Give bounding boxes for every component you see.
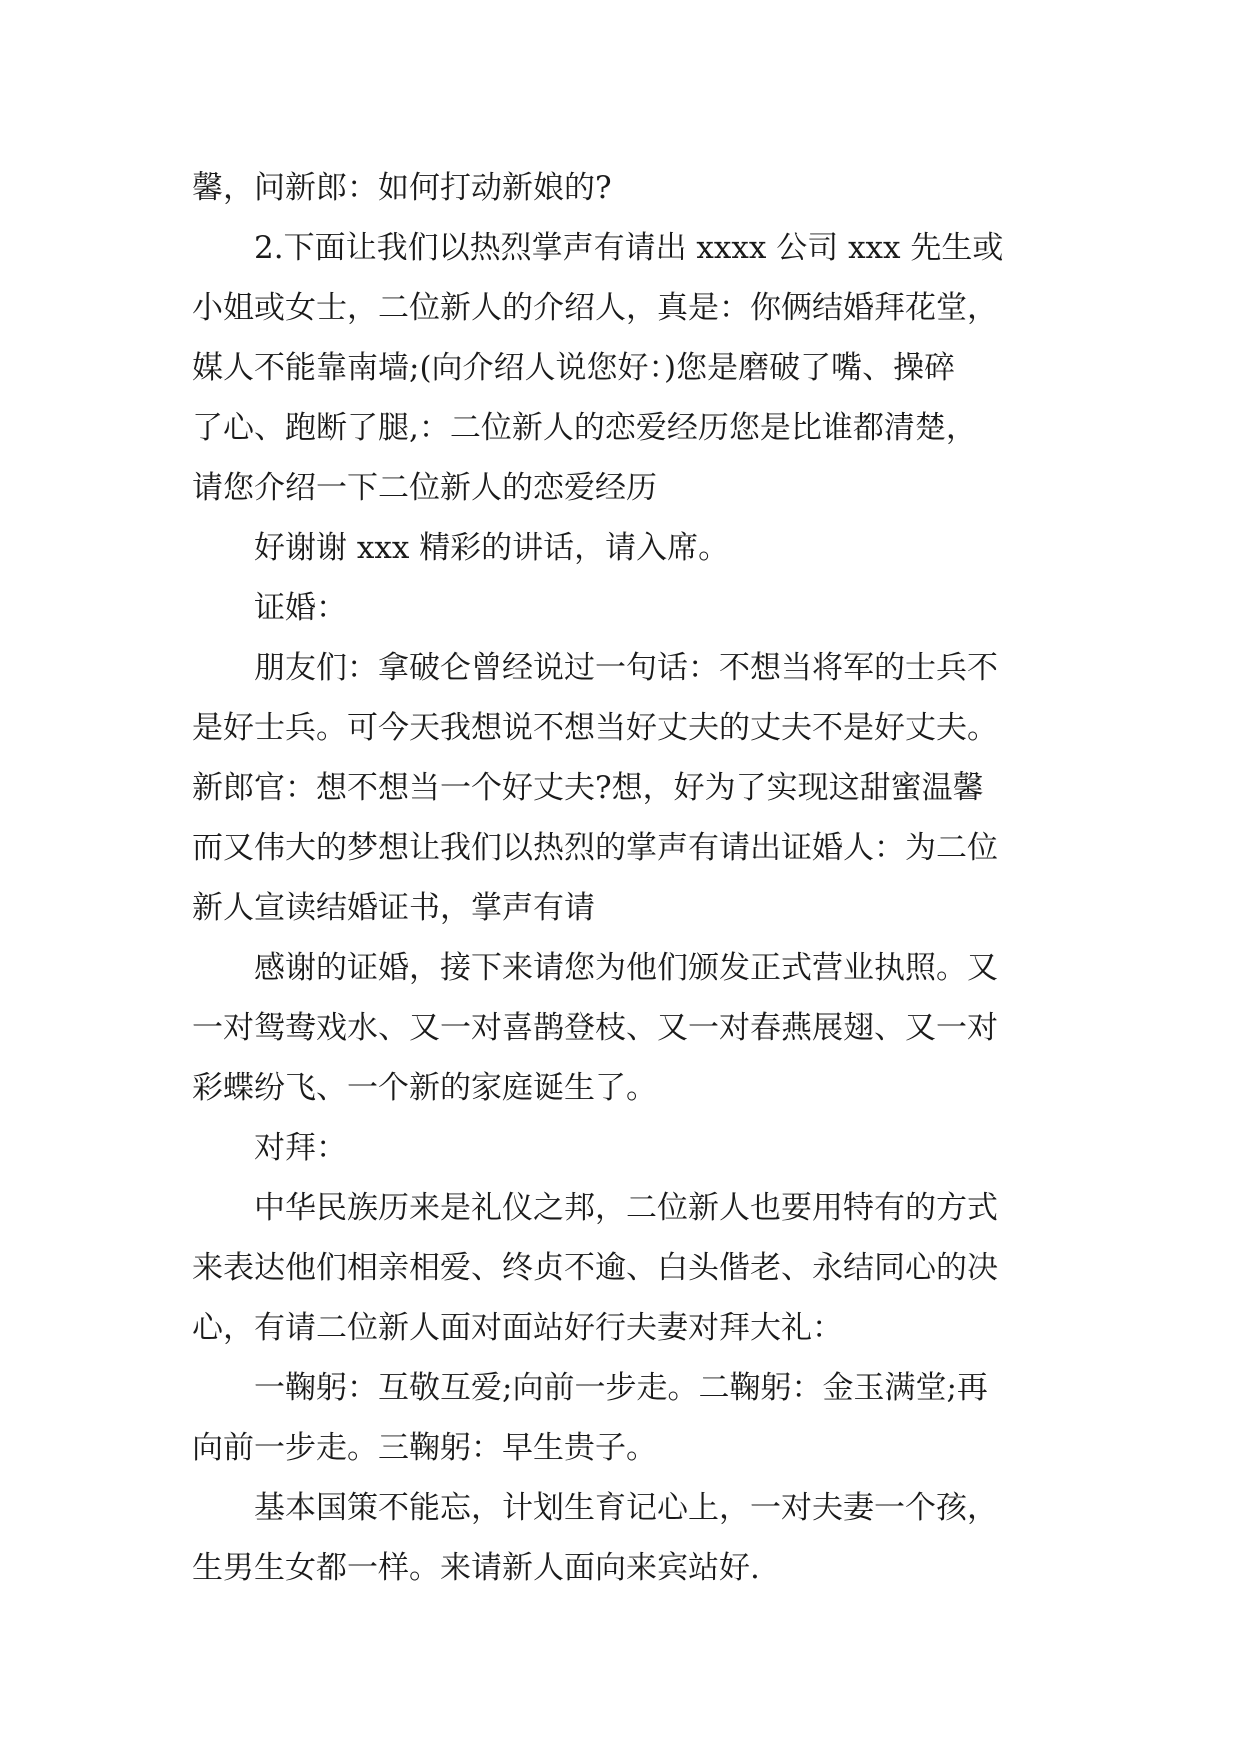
section-heading: 对拜： xyxy=(254,1130,347,1166)
text-line: 向前一步走。三鞠躬：早生贵子。 xyxy=(192,1430,657,1466)
text-line: 新郎官：想不想当一个好丈夫?想，好为了实现这甜蜜温馨 xyxy=(192,770,984,806)
paragraph-start-line: 朋友们：拿破仑曾经说过一句话：不想当将军的士兵不 xyxy=(254,650,998,686)
text-line: 是好士兵。可今天我想说不想当好丈夫的丈夫不是好丈夫。 xyxy=(192,710,998,746)
text-line: 新人宣读结婚证书，掌声有请 xyxy=(192,890,595,926)
text-line: 心，有请二位新人面对面站好行夫妻对拜大礼： xyxy=(192,1310,843,1346)
document-body xyxy=(192,158,1072,1598)
text-line: 来表达他们相亲相爱、终贞不逾、白头偕老、永结同心的决 xyxy=(192,1250,998,1286)
text-line: 媒人不能靠南墙;(向介绍人说您好：)您是磨破了嘴、操碎 xyxy=(192,350,956,386)
text-line: 彩蝶纷飞、一个新的家庭诞生了。 xyxy=(192,1070,657,1106)
text-line: 小姐或女士，二位新人的介绍人，真是：你俩结婚拜花堂， xyxy=(192,290,998,326)
text-line: 请您介绍一下二位新人的恋爱经历 xyxy=(192,470,657,506)
text-line: 生男生女都一样。来请新人面向来宾站好. xyxy=(192,1550,760,1586)
paragraph-start-line: 一鞠躬：互敬互爱;向前一步走。二鞠躬：金玉满堂;再 xyxy=(254,1370,988,1406)
text-line: 了心、跑断了腿,：二位新人的恋爱经历您是比谁都清楚， xyxy=(192,410,977,446)
section-heading: 证婚： xyxy=(254,590,347,626)
paragraph-start-line: 中华民族历来是礼仪之邦，二位新人也要用特有的方式 xyxy=(254,1190,998,1226)
paragraph-start-line: 2.下面让我们以热烈掌声有请出 xxxx 公司 xxx 先生或 xyxy=(254,230,1004,266)
paragraph-start-line: 基本国策不能忘，计划生育记心上，一对夫妻一个孩， xyxy=(254,1490,998,1526)
text-line: 而又伟大的梦想让我们以热烈的掌声有请出证婚人：为二位 xyxy=(192,830,998,866)
text-line: 一对鸳鸯戏水、又一对喜鹊登枝、又一对春燕展翅、又一对 xyxy=(192,1010,998,1046)
paragraph-start-line: 好谢谢 xxx 精彩的讲话，请入席。 xyxy=(254,530,730,566)
text-line: 馨，问新郎：如何打动新娘的? xyxy=(192,170,612,206)
paragraph-start-line: 感谢的证婚，接下来请您为他们颁发正式营业执照。又 xyxy=(254,950,998,986)
